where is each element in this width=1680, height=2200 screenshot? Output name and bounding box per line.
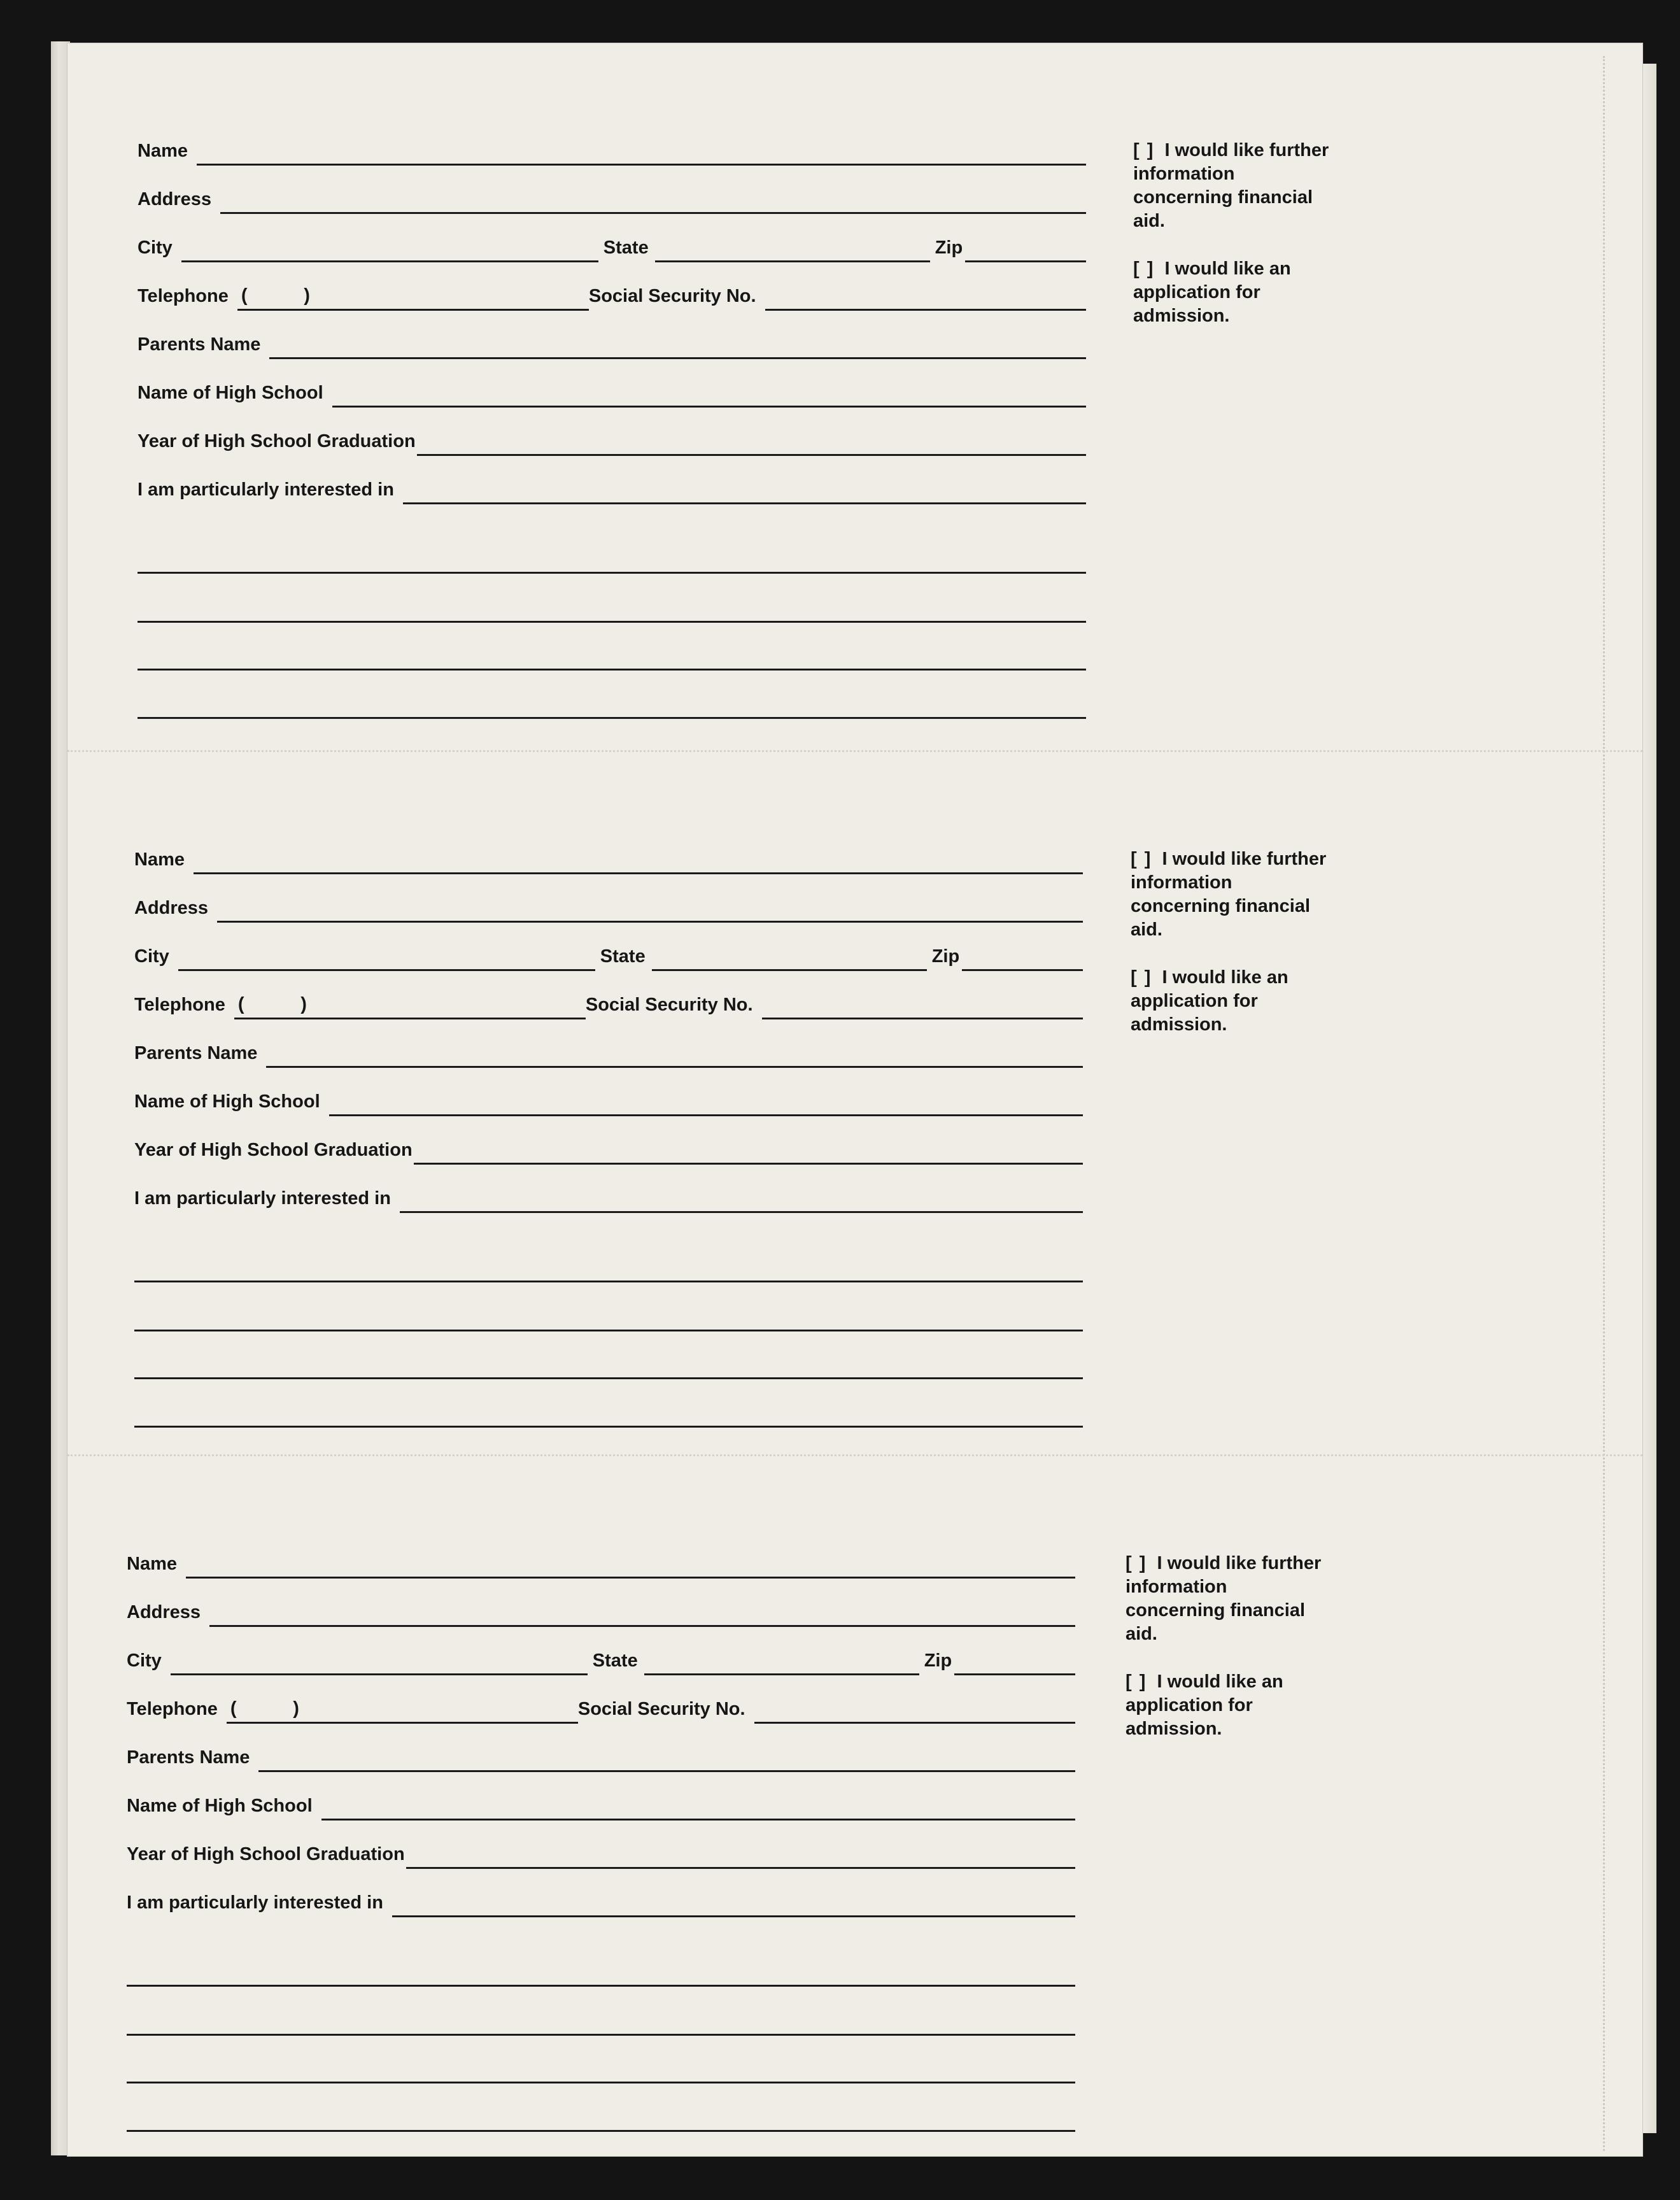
interest-row [134, 1175, 1083, 1213]
state-label: State [600, 946, 646, 967]
ssn-label: Social Security No. [585, 995, 753, 1015]
graduation-row [127, 1831, 1075, 1869]
telephone-label: Telephone [138, 286, 229, 306]
paren-open: ( [230, 1698, 237, 1719]
interest-line[interactable] [134, 1426, 1083, 1428]
high-school-field[interactable] [329, 1114, 1083, 1116]
application-text: I would like an application for admission. [1133, 259, 1291, 326]
interest-field[interactable] [392, 1915, 1075, 1917]
telephone-field[interactable] [314, 308, 589, 311]
high-school-row [138, 369, 1086, 408]
interest-label: I am particularly interested in [127, 1892, 383, 1913]
parents-row [127, 1734, 1075, 1772]
paren-close: ) [293, 1698, 299, 1719]
financial-aid-text: I would like further information concerning financial aid. [1131, 849, 1327, 940]
paren-open: ( [241, 285, 248, 306]
options-2 [1131, 848, 1334, 1061]
ssn-field[interactable] [762, 1017, 1083, 1019]
name-row [138, 127, 1086, 166]
interest-line[interactable] [127, 1985, 1075, 1987]
ssn-field[interactable] [754, 1721, 1075, 1724]
interest-field[interactable] [403, 502, 1086, 504]
zip-label: Zip [931, 946, 960, 967]
name-label: Name [127, 1554, 177, 1574]
interest-line[interactable] [138, 621, 1086, 623]
address-label: Address [138, 189, 212, 209]
checkbox[interactable]: [ ] [1126, 1671, 1147, 1692]
high-school-label: Name of High School [138, 383, 323, 403]
name-field[interactable] [194, 872, 1083, 874]
zip-label: Zip [924, 1650, 952, 1671]
address-label: Address [127, 1602, 201, 1622]
telephone-row [134, 981, 1083, 1019]
city-row [127, 1637, 1075, 1675]
horizontal-perforation [67, 1454, 1642, 1456]
interest-line[interactable] [127, 2130, 1075, 2132]
checkbox[interactable]: [ ] [1133, 140, 1155, 160]
address-field[interactable] [217, 920, 1083, 923]
zip-field[interactable] [954, 1673, 1075, 1675]
interest-line[interactable] [134, 1281, 1083, 1282]
high-school-row [134, 1078, 1083, 1116]
financial-aid-option[interactable] [1126, 1552, 1329, 1646]
interest-line[interactable] [127, 2034, 1075, 2036]
area-code-field[interactable] [234, 995, 311, 1019]
parents-field[interactable] [266, 1065, 1083, 1068]
parents-field[interactable] [258, 1770, 1075, 1772]
checkbox[interactable]: [ ] [1131, 967, 1152, 988]
name-field[interactable] [197, 163, 1086, 166]
ssn-field[interactable] [765, 308, 1086, 311]
high-school-row [127, 1782, 1075, 1820]
graduation-row [134, 1126, 1083, 1165]
zip-field[interactable] [962, 969, 1083, 971]
name-row [134, 836, 1083, 874]
address-row [138, 176, 1086, 214]
application-option[interactable] [1133, 257, 1337, 328]
interest-line[interactable] [127, 2082, 1075, 2083]
parents-label: Parents Name [127, 1747, 250, 1768]
zip-label: Zip [935, 238, 963, 258]
checkbox[interactable]: [ ] [1126, 1553, 1147, 1573]
telephone-label: Telephone [127, 1699, 218, 1719]
high-school-field[interactable] [332, 405, 1086, 408]
application-option[interactable] [1126, 1670, 1329, 1741]
graduation-label: Year of High School Graduation [127, 1844, 405, 1864]
graduation-label: Year of High School Graduation [138, 431, 416, 451]
city-label: City [134, 946, 169, 967]
ssn-label: Social Security No. [577, 1699, 745, 1719]
area-code-field[interactable] [227, 1700, 303, 1724]
checkbox[interactable]: [ ] [1131, 849, 1152, 869]
telephone-field[interactable] [311, 1017, 586, 1019]
address-field[interactable] [209, 1624, 1075, 1627]
city-label: City [127, 1650, 162, 1671]
paren-close: ) [304, 285, 310, 306]
application-text: I would like an application for admission. [1126, 1671, 1283, 1739]
financial-aid-option[interactable] [1133, 139, 1337, 233]
interest-row [127, 1879, 1075, 1917]
paren-close: ) [300, 994, 307, 1014]
city-label: City [138, 238, 173, 258]
financial-aid-text: I would like further information concerning financial aid. [1133, 140, 1329, 231]
name-label: Name [134, 849, 185, 870]
paren-open: ( [237, 994, 244, 1014]
high-school-label: Name of High School [134, 1091, 320, 1112]
graduation-field[interactable] [417, 453, 1086, 456]
name-label: Name [138, 141, 188, 161]
graduation-label: Year of High School Graduation [134, 1140, 413, 1160]
state-field[interactable] [655, 260, 930, 262]
city-field[interactable] [181, 260, 598, 262]
parents-row [138, 321, 1086, 359]
interest-field[interactable] [400, 1210, 1083, 1213]
horizontal-perforation [67, 750, 1642, 752]
state-field[interactable] [652, 969, 927, 971]
interest-line[interactable] [134, 1377, 1083, 1379]
options-3 [1126, 1552, 1329, 1765]
city-row [134, 933, 1083, 971]
interest-row [138, 466, 1086, 504]
application-option[interactable] [1131, 966, 1334, 1037]
telephone-row [127, 1685, 1075, 1724]
address-field[interactable] [220, 211, 1086, 214]
checkbox[interactable]: [ ] [1133, 259, 1155, 279]
interest-label: I am particularly interested in [134, 1188, 391, 1209]
financial-aid-text: I would like further information concerning financial aid. [1126, 1553, 1322, 1644]
interest-line[interactable] [138, 669, 1086, 671]
address-label: Address [134, 898, 209, 918]
state-field[interactable] [644, 1673, 919, 1675]
telephone-row [138, 273, 1086, 311]
reply-card-page [67, 43, 1642, 2156]
ssn-label: Social Security No. [588, 286, 756, 306]
area-code-field[interactable] [237, 287, 314, 311]
graduation-field[interactable] [406, 1866, 1075, 1869]
options-1 [1133, 139, 1337, 352]
address-row [127, 1589, 1075, 1627]
application-text: I would like an application for admission. [1131, 967, 1288, 1035]
graduation-field[interactable] [414, 1162, 1083, 1165]
interest-label: I am particularly interested in [138, 479, 394, 500]
zip-field[interactable] [965, 260, 1086, 262]
high-school-label: Name of High School [127, 1796, 313, 1816]
interest-line[interactable] [138, 717, 1086, 719]
parents-label: Parents Name [134, 1043, 258, 1063]
state-label: State [592, 1650, 638, 1671]
state-label: State [603, 238, 649, 258]
name-row [127, 1540, 1075, 1579]
telephone-field[interactable] [303, 1721, 578, 1724]
graduation-row [138, 418, 1086, 456]
vertical-perforation [1603, 56, 1605, 2151]
city-row [138, 224, 1086, 262]
financial-aid-option[interactable] [1131, 848, 1334, 942]
telephone-label: Telephone [134, 995, 225, 1015]
name-field[interactable] [186, 1576, 1075, 1579]
city-field[interactable] [171, 1673, 588, 1675]
parents-field[interactable] [269, 357, 1086, 359]
interest-line[interactable] [134, 1330, 1083, 1331]
high-school-field[interactable] [321, 1818, 1075, 1820]
parents-row [134, 1030, 1083, 1068]
address-row [134, 884, 1083, 923]
city-field[interactable] [178, 969, 595, 971]
parents-label: Parents Name [138, 334, 261, 355]
interest-line[interactable] [138, 572, 1086, 574]
